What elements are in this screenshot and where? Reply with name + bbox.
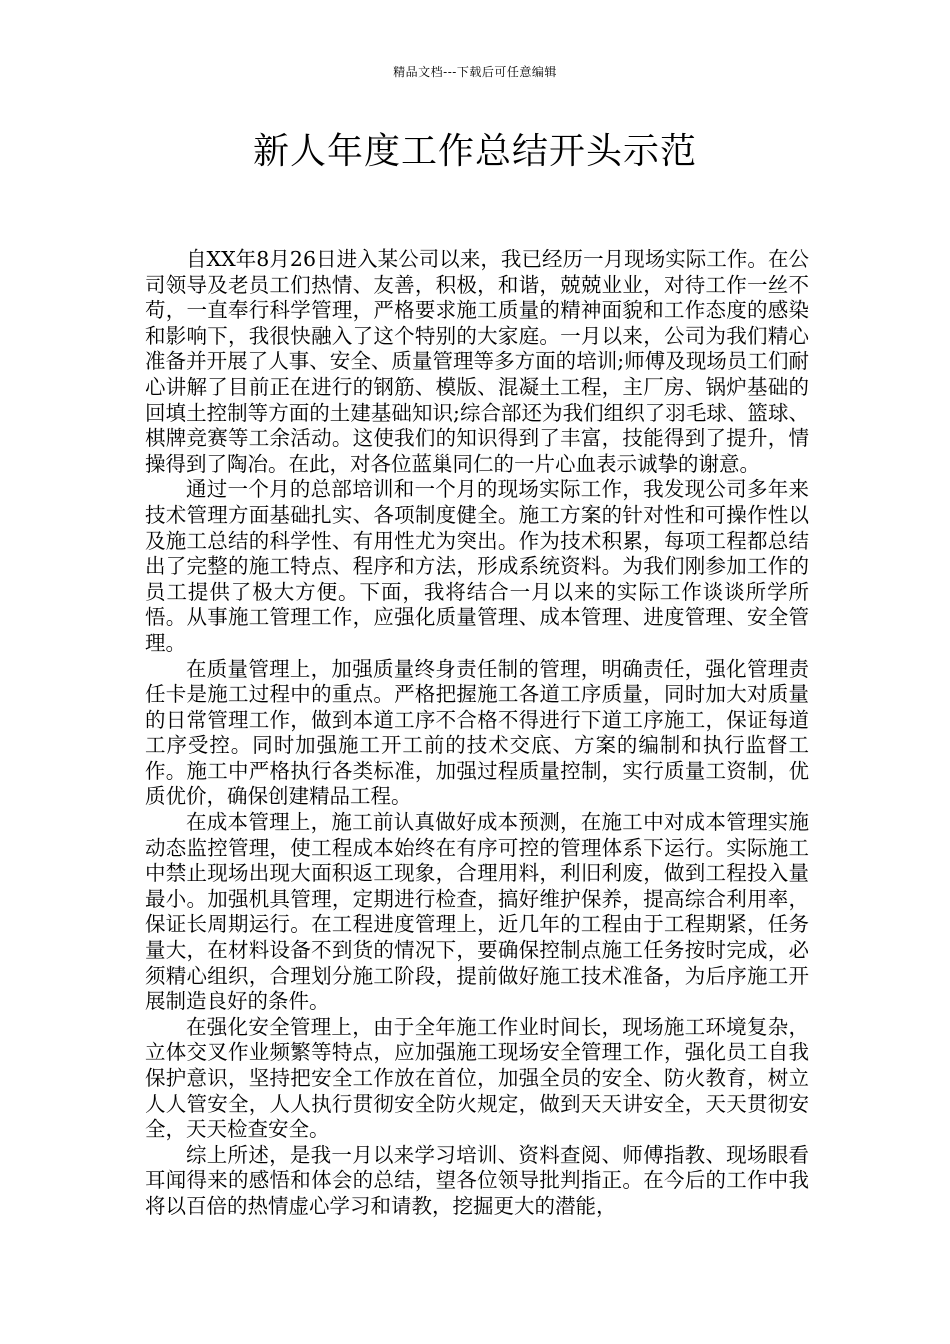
document-title: 新人年度工作总结开头示范: [252, 131, 697, 172]
body-paragraph: 在成本管理上，施工前认真做好成本预测，在施工中对成本管理实施动态监控管理，使工程成本始终在有序可控的管理体系下运行。实际施工中禁止现场出现大面积返工现象，合理用料，利旧利废，做到工程投入量最小。加强机具管理，定期进行检查，搞好维护保养，提高综合利用率，保证长周期运行。在工程进度管理上，近几年的工程由于工程期紧，任务量大，在材料设备不到货的情况下，要确保控制点施工任务按时完成，必须精心组织，合理划分施工阶段，提前做好施工技术准备，为后序施工开展制造良好的条件。: [145, 810, 809, 1014]
header-note: 精品文档---下载后可任意编辑: [393, 65, 557, 79]
body-paragraph: 通过一个月的总部培训和一个月的现场实际工作，我发现公司多年来技术管理方面基础扎实、各项制度健全。施工方案的针对性和可操作性以及施工总结的科学性、有用性尤为突出。作为技术积累，每项工程都总结出了完整的施工特点、程序和方法，形成系统资料。为我们刚参加工作的员工提供了极大方便。下面，我将结合一月以来的实际工作谈谈所学所悟。从事施工管理工作，应强化质量管理、成本管理、进度管理、安全管理。: [145, 477, 809, 655]
body-paragraph: 在强化安全管理上，由于全年施工作业时间长，现场施工环境复杂，立体交叉作业频繁等特点，应加强施工现场安全管理工作，强化员工自我保护意识，坚持把安全工作放在首位，加强全员的安全、防火教育，树立人人管安全，人人执行贯彻安全防火规定，做到天天讲安全，天天贯彻安全，天天检查安全。: [145, 1014, 809, 1142]
body-paragraph: 综上所述，是我一月以来学习培训、资料查阅、师傅指教、现场眼看耳闻得来的感悟和体会的总结，望各位领导批判指正。在今后的工作中我将以百倍的热情虚心学习和请教，挖掘更大的潜能，: [145, 1142, 809, 1218]
document-body: [145, 247, 809, 1220]
body-paragraph: 自XX年8月26日进入某公司以来，我已经历一月现场实际工作。在公司领导及老员工们热情、友善，积极，和谐，兢兢业业，对待工作一丝不苟，一直奉行科学管理，严格要求施工质量的精神面貌和工作态度的感染和影响下，我很快融入了这个特别的大家庭。一月以来，公司为我们精心准备并开展了人事、安全、质量管理等多方面的培训;师傅及现场员工们耐心讲解了目前正在进行的钢筋、模版、混凝土工程，主厂房、锅炉基础的回填土控制等方面的土建基础知识;综合部还为我们组织了羽毛球、篮球、棋牌竞赛等工余活动。这使我们的知识得到了丰富，技能得到了提升，情操得到了陶冶。在此，对各位蓝巢同仁的一片心血表示诚挚的谢意。: [145, 247, 809, 476]
body-paragraph: 在质量管理上，加强质量终身责任制的管理，明确责任，强化管理责任卡是施工过程中的重点。严格把握施工各道工序质量，同时加大对质量的日常管理工作，做到本道工序不合格不得进行下道工序施工，保证每道工序受控。同时加强施工开工前的技术交底、方案的编制和执行监督工作。施工中严格执行各类标准，加强过程质量控制，实行质量工资制，优质优价，确保创建精品工程。: [145, 656, 809, 809]
